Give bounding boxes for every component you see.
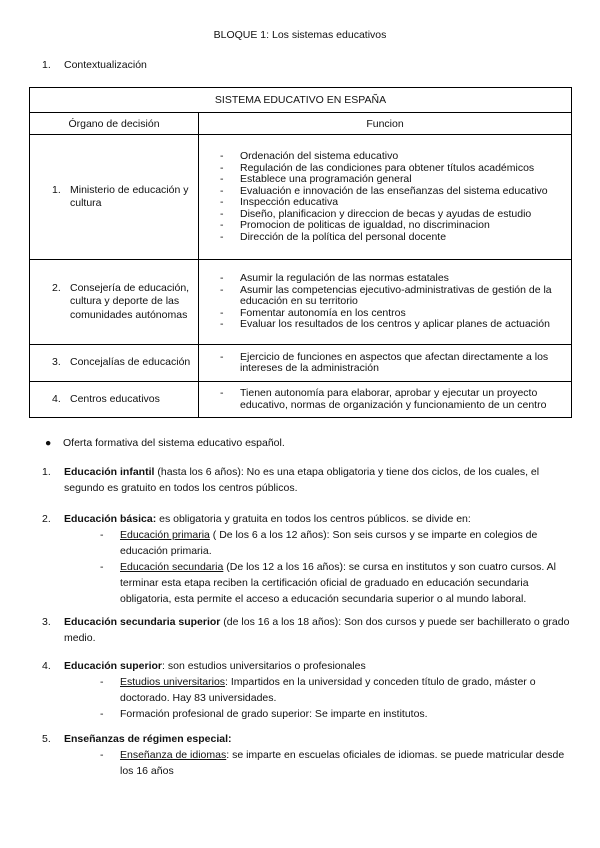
section-heading <box>42 59 147 71</box>
sub-item-text: ( De los 6 a los 12 años): Son seis cursos y se imparte en colegios de educación primaria. <box>120 529 538 557</box>
row-number: 4. <box>52 392 61 405</box>
table-row <box>30 382 572 418</box>
sub-item-text: : se imparte en escuelas oficiales de idiomas. se puede matricular desde los 16 años <box>120 749 565 777</box>
list-item <box>42 464 572 496</box>
bullet-text: Oferta formativa del sistema educativo español. <box>63 437 285 449</box>
list-item <box>42 511 572 607</box>
item-title: Educación secundaria superior <box>64 616 221 628</box>
item-text: : son estudios universitarios o profesionales <box>162 660 366 672</box>
table-row <box>30 260 572 345</box>
row-number: 2. <box>52 281 61 294</box>
sub-item-text: Formación profesional de grado superior: Se imparte en institutos. <box>120 708 428 720</box>
sub-item-title: Estudios universitarios <box>120 676 226 688</box>
item-text: (hasta los 6 años): No es una etapa obligatoria y tiene dos ciclos, de los cuales, el segundo es gratuito en todos los centros públicos. <box>64 466 540 494</box>
bullet-heading <box>45 437 285 449</box>
organ-name: Concejalías de educación <box>70 356 191 369</box>
column-header-organ: Órgano de decisión <box>30 113 199 135</box>
function-item: - Asumir la regulación de las normas estatales <box>220 273 565 285</box>
item-number: 1. <box>42 466 51 478</box>
organ-name: Ministerio de educación y cultura <box>70 183 189 209</box>
organ-name: Consejería de educación, cultura y deporte de las comunidades autónomas <box>70 281 190 321</box>
function-item: - Fomentar autonomía en los centros <box>220 308 565 320</box>
table-row <box>30 345 572 382</box>
list-item <box>42 658 572 722</box>
sub-item: - Estudios universitarios: Impartidos en la universidad y conceden título de grado, máster o doctorado. Hay 83 universidades. <box>100 676 536 704</box>
row-number: 1. <box>52 183 61 196</box>
function-item: - Diseño, planificacion y direccion de becas y ayudas de estudio <box>220 209 565 221</box>
organ-cell <box>30 135 199 260</box>
function-item: - Establece una programación general <box>220 174 565 186</box>
item-text: es obligatoria y gratuita en todos los centros públicos. se divide en: <box>156 513 471 525</box>
document-title: BLOQUE 1: Los sistemas educativos <box>213 29 387 41</box>
item-title: Educación superior <box>64 660 163 672</box>
function-item: - Evaluar los resultados de los centros y aplicar planes de actuación <box>220 319 565 331</box>
item-number: 5. <box>42 733 51 745</box>
function-item: - Tienen autonomía para elaborar, aprobar y ejecutar un proyecto educativo, normas de organización y funcionamiento de un centro <box>220 388 565 411</box>
column-header-function: Funcion <box>199 113 572 135</box>
sub-item-title: Enseñanza de idiomas <box>120 749 227 761</box>
sub-item: - Educación secundaria (De los 12 a los 16 años): se cursa en institutos y son cuatro cursos. Al terminar esta etapa reciben la certificación oficial de graduado en educación secundaria obligatoria, esta permite el acceso a educación secundaria superior o al mundo laboral. <box>100 561 556 605</box>
organ-cell <box>30 382 199 418</box>
bullet-icon: ● <box>45 437 52 449</box>
organ-name: Centros educativos <box>70 392 160 405</box>
function-item: - Dirección de la política del personal docente <box>220 232 565 244</box>
item-text: (de los 16 a los 18 años): Son dos cursos y puede ser bachillerato o grado medio. <box>64 616 570 644</box>
sub-item: - Enseñanza de idiomas: se imparte en escuelas oficiales de idiomas. se puede matricular desde los 16 años <box>100 749 565 777</box>
function-item: - Promocion de politicas de igualdad, no discriminacion <box>220 220 565 232</box>
sub-item-text: (De los 12 a los 16 años): se cursa en institutos y son cuatro cursos. Al terminar esta etapa reciben la certificación oficial de graduado en educación secundaria obligatoria, esta permite el acceso a educación secundaria superior o al mundo laboral. <box>120 561 556 605</box>
function-cell <box>199 135 572 260</box>
function-item: - Inspección educativa <box>220 197 565 209</box>
function-cell <box>199 260 572 345</box>
item-number: 3. <box>42 616 51 628</box>
function-item: - Evaluación e innovación de las enseñanzas del sistema educativo <box>220 186 565 198</box>
list-item <box>42 614 572 646</box>
sub-item-title: Educación primaria <box>120 529 210 541</box>
table-title: SISTEMA EDUCATIVO EN ESPAÑA <box>30 88 572 113</box>
item-title: Educación infantil <box>64 466 155 478</box>
function-item: - Asumir las competencias ejecutivo-administrativas de gestión de la educación en su territorio <box>220 285 565 308</box>
item-title: Educación básica: <box>64 513 157 525</box>
sub-item: - Educación primaria ( De los 6 a los 12 años): Son seis cursos y se imparte en colegios de educación primaria. <box>100 529 538 557</box>
organ-cell <box>30 260 199 345</box>
function-item: - Regulación de las condiciones para obtener títulos académicos <box>220 163 565 175</box>
row-number: 3. <box>52 356 61 369</box>
item-number: 4. <box>42 660 51 672</box>
table-row <box>30 135 572 260</box>
sub-item-title: Educación secundaria <box>120 561 224 573</box>
education-system-table <box>29 87 572 418</box>
organ-cell <box>30 345 199 382</box>
item-number: 2. <box>42 513 51 525</box>
function-cell <box>199 382 572 418</box>
function-cell <box>199 345 572 382</box>
function-item: - Ordenación del sistema educativo <box>220 151 565 163</box>
section-number: 1. <box>42 59 51 71</box>
section-title: Contextualización <box>64 59 147 71</box>
function-item: - Ejercicio de funciones en aspectos que afectan directamente a los intereses de la administración <box>220 352 565 375</box>
sub-item: - Formación profesional de grado superior: Se imparte en institutos. <box>100 708 428 720</box>
sub-item-text: : Impartidos en la universidad y conceden título de grado, máster o doctorado. Hay 83 universidades. <box>120 676 536 704</box>
list-item <box>42 731 572 779</box>
item-title: Enseñanzas de régimen especial: <box>64 733 232 745</box>
